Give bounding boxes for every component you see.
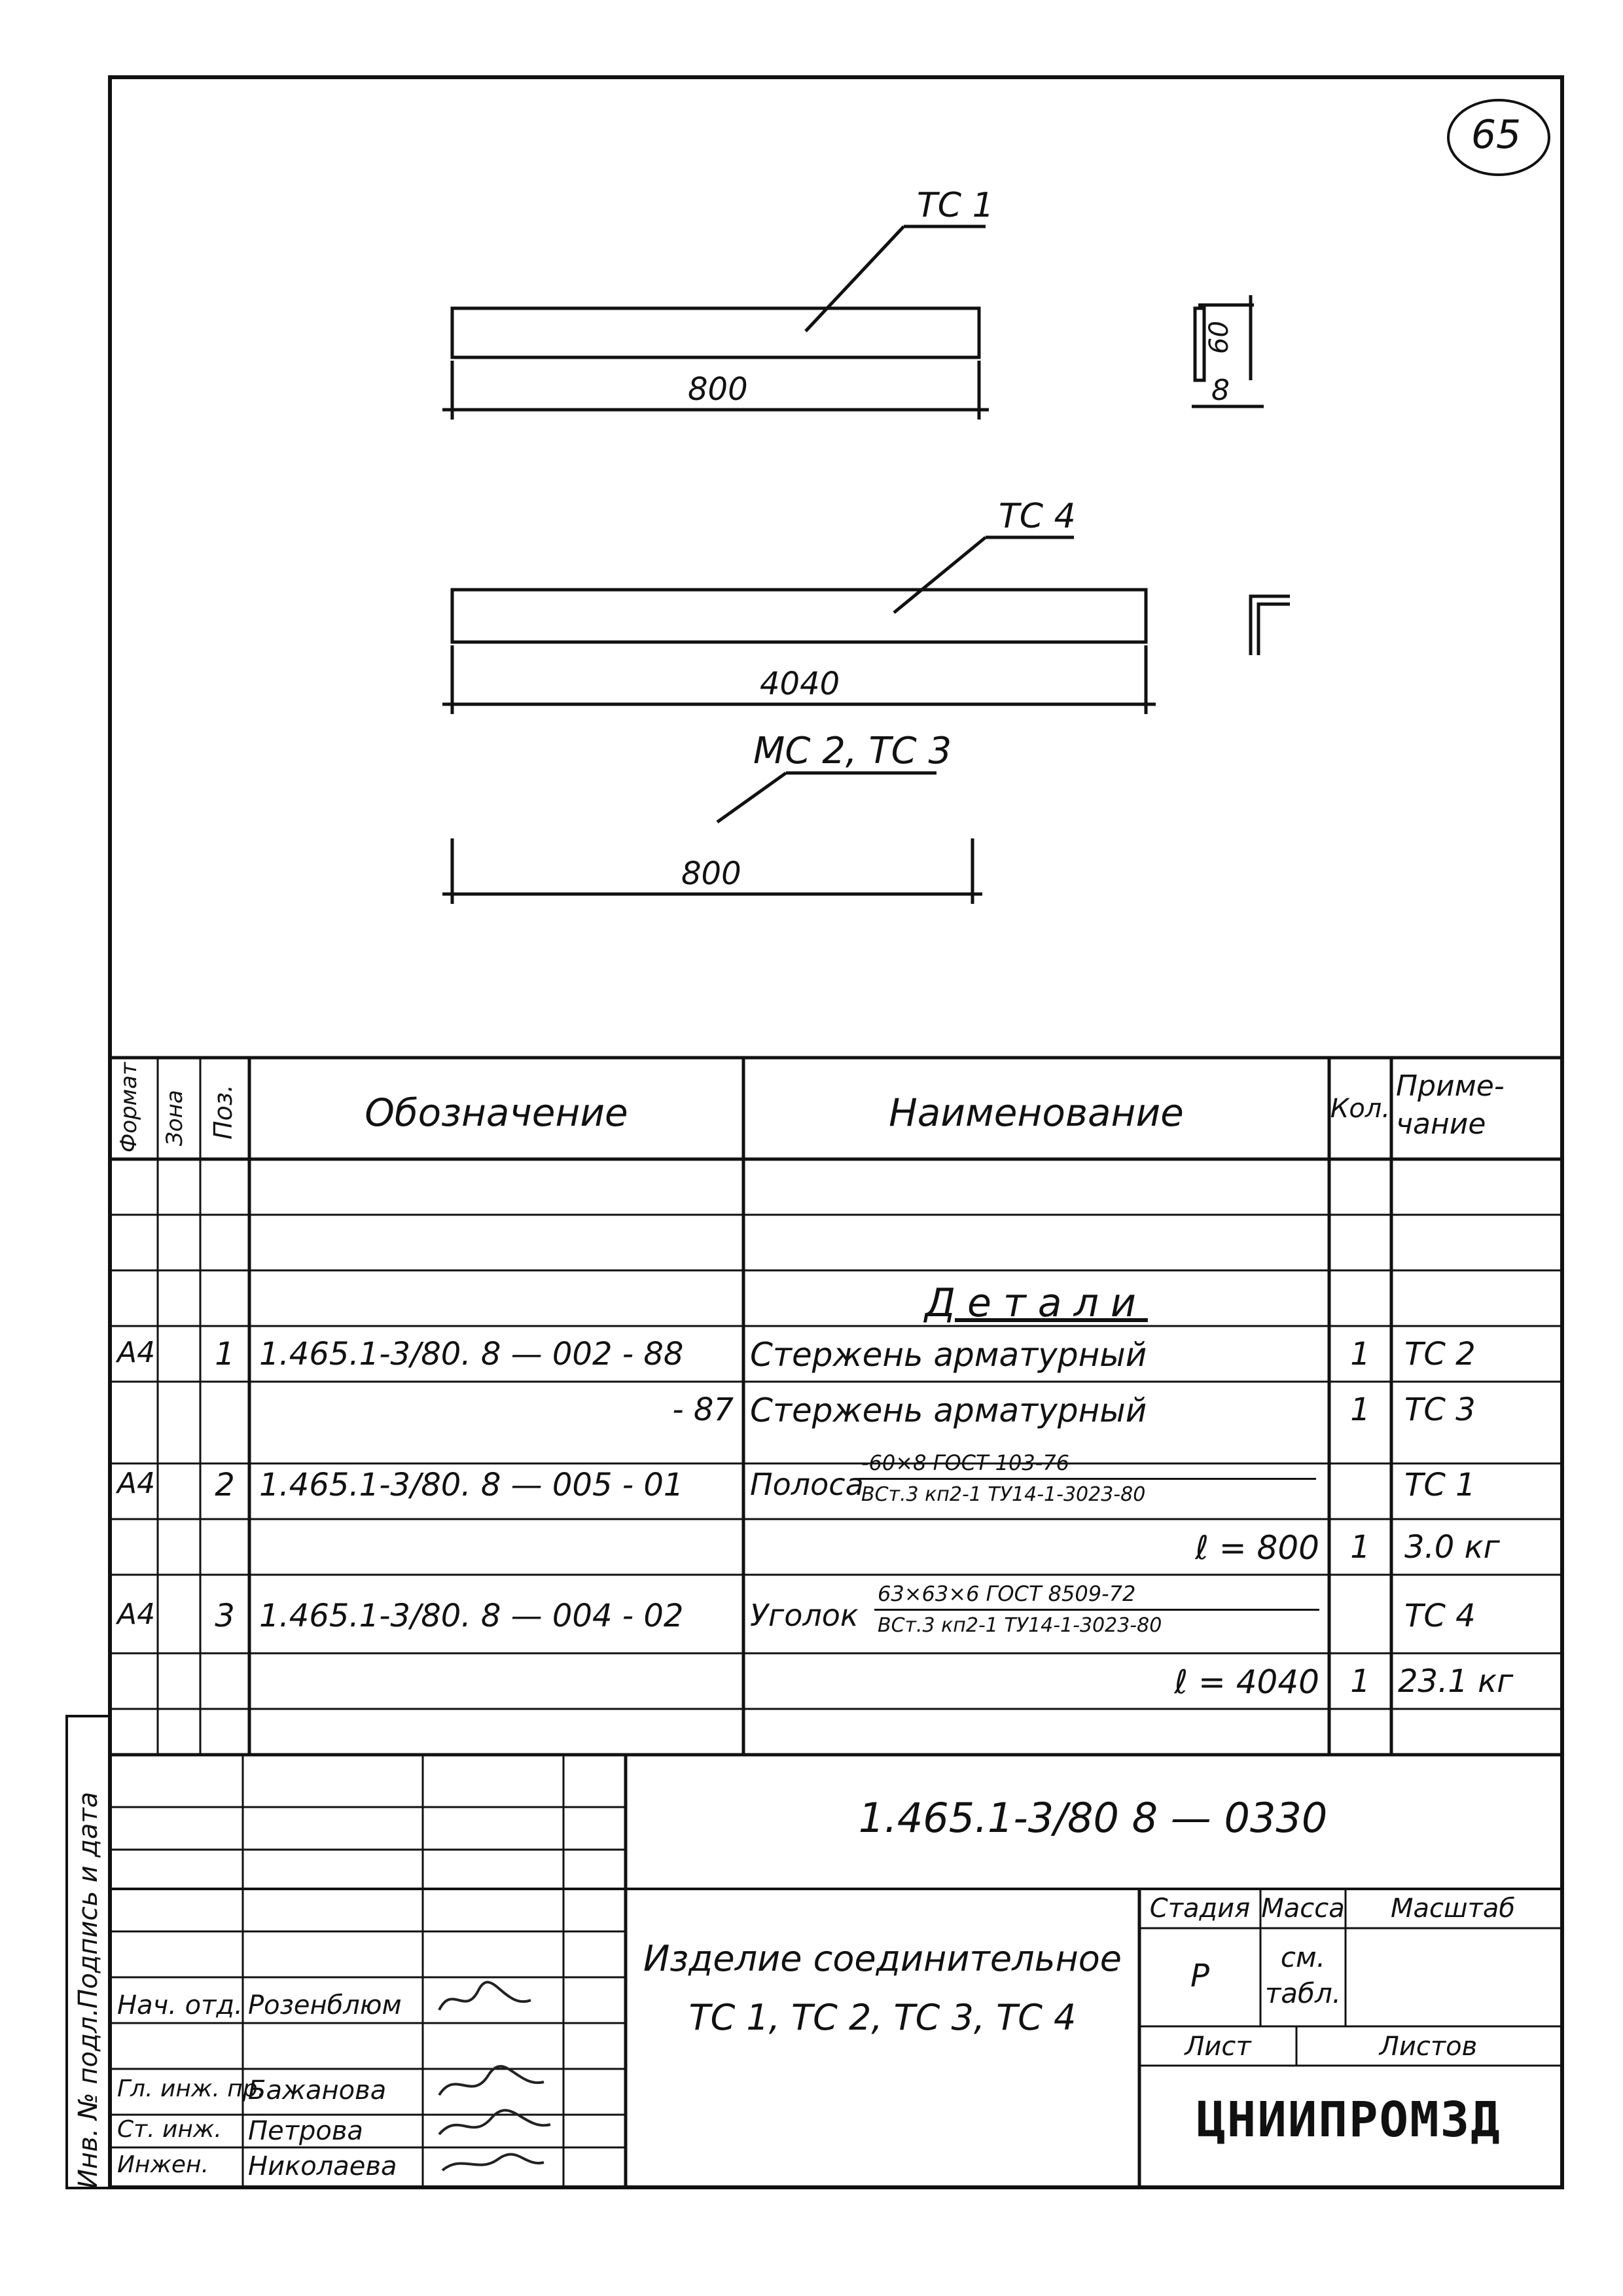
row5-designation: 1.465.1-3/80. 8 — 004 - 02	[259, 1598, 684, 1634]
label-tc4: ТС 4	[999, 497, 1076, 536]
hdr-zone: Зона	[162, 1090, 188, 1146]
row1-qty: 1	[1350, 1336, 1370, 1372]
section-height: 60	[1204, 321, 1234, 354]
dim-tc1: 800	[688, 371, 748, 408]
row3-name: Полоса	[750, 1467, 864, 1502]
sheets-label: Листов	[1379, 2032, 1478, 2062]
hdr-name: Наименование	[889, 1090, 1184, 1135]
staff-role-2: Гл. инж. пр.	[117, 2075, 266, 2102]
side-stamp	[65, 1715, 108, 2189]
row6-qty: 1	[1350, 1663, 1370, 1700]
row1-pos: 1	[215, 1336, 235, 1372]
hdr-qty: Кол.	[1330, 1094, 1391, 1124]
label-tc23: МС 2, ТС 3	[753, 730, 952, 772]
row6-name: ℓ = 4040	[1174, 1663, 1319, 1701]
row1-note: ТС 2	[1404, 1336, 1476, 1372]
row5-format: А4	[117, 1598, 156, 1631]
staff-role-3: Ст. инж.	[117, 2116, 222, 2143]
title-line1: Изделие соединительное	[643, 1938, 1122, 1979]
row1-designation: 1.465.1-3/80. 8 — 002 - 88	[259, 1336, 684, 1372]
staff-name-2: Бажанова	[248, 2075, 387, 2106]
row4-note: 3.0 кг	[1404, 1529, 1500, 1566]
org-name: ЦНИИПРОМЗД	[1196, 2092, 1501, 2148]
row1-name: Стержень арматурный	[750, 1336, 1147, 1374]
row2-note: ТС 3	[1404, 1391, 1476, 1428]
row5-name: Уголок	[750, 1598, 859, 1633]
row2-name: Стержень арматурный	[750, 1391, 1147, 1429]
staff-name-1: Розенблюм	[248, 1990, 402, 2020]
row6-note: 23.1 кг	[1398, 1663, 1514, 1700]
row3-pos: 2	[215, 1467, 235, 1503]
row3-fraction-bar	[858, 1478, 1316, 1480]
row3-name-num: -60×8 ГОСТ 103-76	[861, 1450, 1070, 1475]
staff-role-1: Нач. отд.	[117, 1990, 243, 2020]
mass-label: Масса	[1261, 1893, 1345, 1924]
hdr-designation: Обозначение	[365, 1090, 628, 1135]
row4-name: ℓ = 800	[1195, 1529, 1319, 1567]
mass-line1: см.	[1280, 1941, 1326, 1973]
signatures	[426, 1977, 560, 2180]
title-line2: ТС 1, ТС 2, ТС 3, ТС 4	[688, 1997, 1077, 2038]
scale-label: Масштаб	[1390, 1893, 1516, 1924]
row3-note: ТС 1	[1404, 1467, 1476, 1503]
row5-pos: 3	[215, 1598, 235, 1634]
row5-fraction-bar	[874, 1609, 1319, 1611]
dim-tc4: 4040	[760, 666, 840, 702]
row2-qty: 1	[1350, 1391, 1370, 1428]
stage-label: Стадия	[1149, 1893, 1251, 1924]
row3-name-den: ВСт.3 кп2-1 ТУ14-1-3023-80	[861, 1483, 1146, 1506]
section-thickness: 8	[1211, 374, 1230, 407]
sheet-number: 65	[1471, 112, 1522, 158]
row5-note: ТС 4	[1404, 1598, 1476, 1634]
inv-label: Инв. № подл.	[73, 2008, 103, 2189]
sheet-label: Лист	[1185, 2032, 1251, 2062]
row4-qty: 1	[1350, 1529, 1370, 1566]
staff-name-3: Петрова	[248, 2116, 363, 2146]
stage-value: Р	[1190, 1958, 1209, 1994]
row3-format: А4	[117, 1467, 156, 1500]
row5-name-den: ВСт.3 кп2-1 ТУ14-1-3023-80	[878, 1614, 1162, 1637]
row5-name-num: 63×63×6 ГОСТ 8509-72	[878, 1581, 1136, 1606]
row1-format: А4	[117, 1336, 156, 1369]
hdr-note: Приме- чание	[1396, 1069, 1505, 1141]
sign-label: Подпись и дата	[73, 1791, 103, 2009]
row2-designation: - 87	[672, 1391, 734, 1428]
dim-tc23: 800	[681, 855, 741, 892]
doc-number: 1.465.1-3/80 8 — 0330	[858, 1794, 1328, 1842]
drawing-sheet	[108, 75, 1564, 2189]
hdr-pos: Поз.	[209, 1084, 238, 1139]
mass-line2: табл.	[1264, 1977, 1342, 2009]
staff-name-4: Николаева	[248, 2151, 397, 2181]
section-title: Детали	[925, 1280, 1148, 1326]
label-tc1: ТС 1	[917, 186, 994, 225]
row3-designation: 1.465.1-3/80. 8 — 005 - 01	[259, 1467, 684, 1503]
staff-role-4: Инжен.	[117, 2151, 209, 2178]
hdr-format: Формат	[116, 1062, 142, 1153]
